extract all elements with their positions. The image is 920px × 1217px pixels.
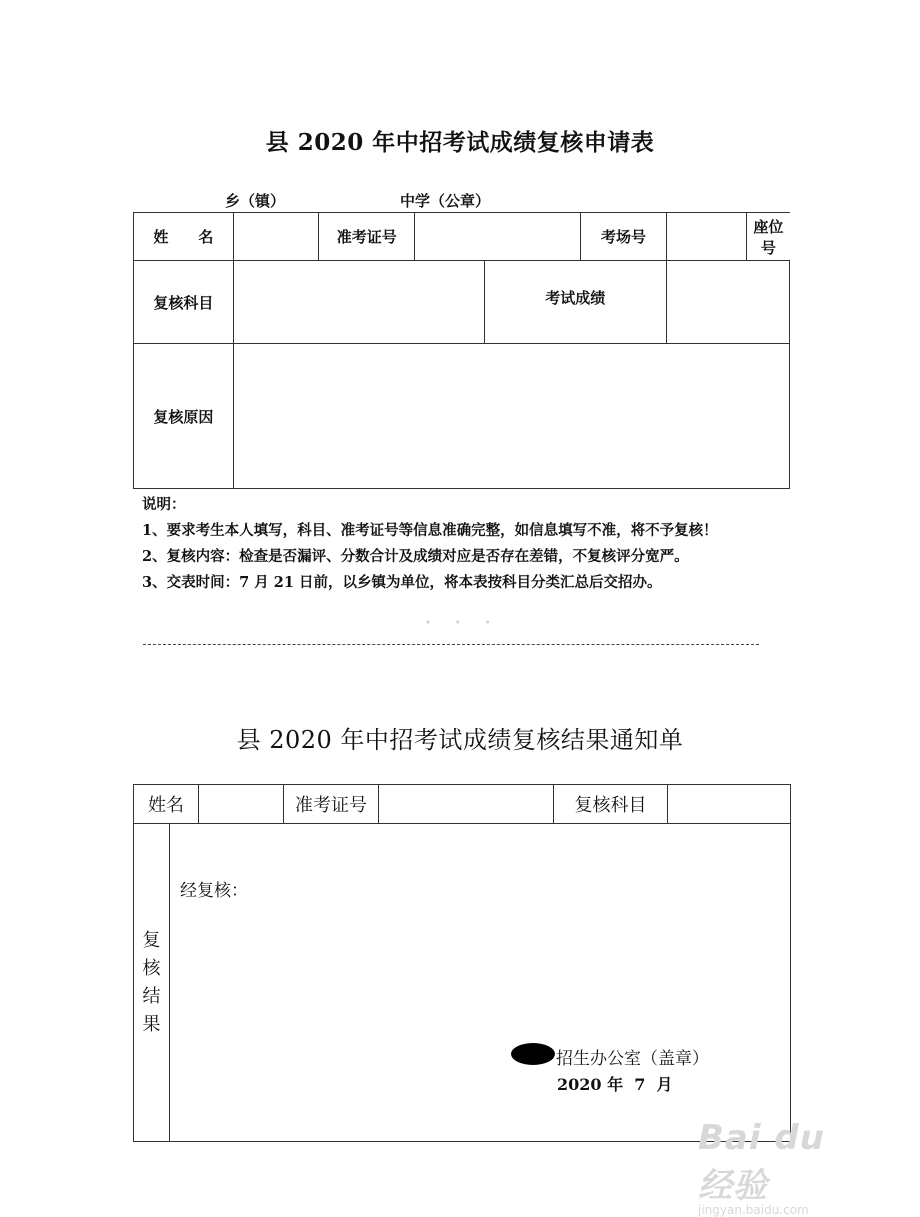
- note-item: 3、交表时间：7 月 21 日前，以乡镇为单位，将本表按科目分类汇总后交招办。: [142, 574, 662, 591]
- note-item: 1、要求考生本人填写，科目、准考证号等信息准确完整，如信息填写不准，将不予复核！: [142, 522, 718, 539]
- exam-id-field[interactable]: [415, 213, 581, 261]
- score-label: 考试成绩: [484, 261, 666, 344]
- form2-title: 县 2020 年中招考试成绩复核结果通知单: [236, 726, 684, 754]
- exam-id-label: 准考证号: [284, 785, 379, 824]
- room-field[interactable]: [666, 213, 747, 261]
- name-label: 姓名: [134, 785, 199, 824]
- form1-title: 县 2020 年中招考试成绩复核申请表: [265, 129, 655, 156]
- name-label: 姓 名: [134, 213, 234, 261]
- notes-section: [142, 492, 802, 596]
- reviewed-text: 经复核：: [180, 881, 248, 901]
- town-label: 乡（镇）: [225, 192, 286, 210]
- score-field[interactable]: [666, 261, 789, 344]
- decorative-dots: •••: [425, 618, 515, 629]
- seat-label: 座位号: [747, 213, 790, 261]
- note-item: 2、复核内容：检查是否漏评、分数合计及成绩对应是否存在差错，不复核评分宽严。: [142, 548, 689, 565]
- school-label: 中学（公章）: [400, 192, 491, 210]
- result-label: 复核结果: [142, 929, 161, 1035]
- reason-label: 复核原因: [134, 344, 234, 489]
- result-notice-table: [133, 784, 791, 1142]
- redaction-mark: [511, 1043, 555, 1065]
- date-text: 2020 年 7 月: [557, 1075, 673, 1094]
- office-stamp-text: 招生办公室（盖章）: [556, 1049, 709, 1069]
- subject-label: 复核科目: [134, 261, 234, 344]
- exam-id-label: 准考证号: [319, 213, 415, 261]
- notes-heading: 说明：: [142, 496, 186, 513]
- subject-field[interactable]: [668, 785, 791, 824]
- cut-line: [143, 644, 759, 645]
- subject-label: 复核科目: [554, 785, 668, 824]
- room-label: 考场号: [581, 213, 666, 261]
- application-form-table: [133, 212, 790, 489]
- name-field[interactable]: [233, 213, 318, 261]
- result-label-cell: [134, 824, 170, 1142]
- exam-id-field[interactable]: [379, 785, 554, 824]
- watermark-logo: Bai du 经验: [698, 1118, 825, 1206]
- name-field[interactable]: [199, 785, 284, 824]
- reason-field[interactable]: [233, 344, 789, 489]
- baidu-watermark: [698, 1118, 868, 1217]
- result-content[interactable]: [170, 824, 791, 1142]
- watermark-url: jingyan.baidu.com: [698, 1203, 809, 1217]
- subject-field[interactable]: [233, 261, 484, 344]
